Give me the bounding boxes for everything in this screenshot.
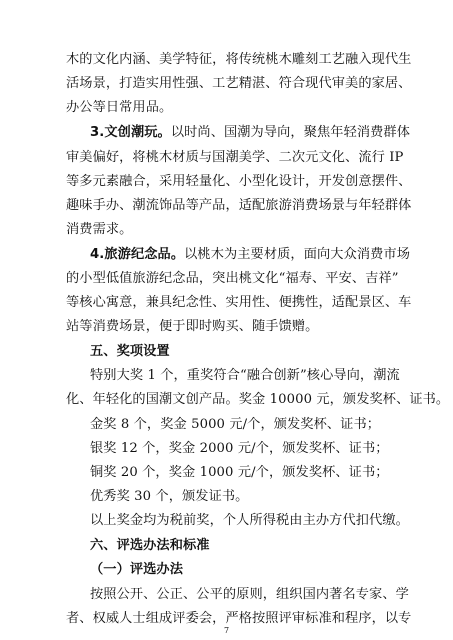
body-line: 化、年轻化的国潮文创产品。奖金 10000 元，颁发奖杯、证书。 bbox=[66, 392, 450, 407]
body-line: 消费需求。 bbox=[66, 222, 133, 237]
paragraph-first-line bbox=[90, 243, 411, 267]
award-gold: 金奖 8 个，奖金 5000 元/个，颁发奖杯、证书； bbox=[90, 417, 381, 432]
body-line: 木的文化内涵、美学特征，将传统桃木雕刻工艺融入现代生 bbox=[66, 52, 412, 67]
section-heading-awards: 五、奖项设置 bbox=[90, 344, 170, 359]
body-line: 等多元素融合，采用轻量化、小型化设计，开发创意摆件、 bbox=[66, 174, 412, 189]
body-line: 站等消费场景，便于即时购买、随手馈赠。 bbox=[66, 319, 319, 334]
body-line: 审美偏好，将桃木材质与国潮美学、二次元文化、流行 IP bbox=[66, 150, 404, 165]
page-number: 7 bbox=[223, 626, 230, 635]
award-silver: 银奖 12 个，奖金 2000 元/个，颁发奖杯、证书； bbox=[90, 441, 389, 456]
item-label-souvenirs: 4.旅游纪念品。 bbox=[90, 247, 185, 262]
body-line: 办公等日常用品。 bbox=[66, 100, 173, 115]
body-line: 等核心寓意，兼具纪念性、实用性、便携性，适配景区、车 bbox=[66, 295, 412, 310]
subsection-heading-method: （一）评选办法 bbox=[90, 562, 184, 577]
body-line: 趣味手办、潮流饰品等产品，适配旅游消费场景与年轻群体 bbox=[66, 198, 412, 213]
body-line: 特别大奖 1 个，重奖符合“融合创新”核心导向，潮流 bbox=[90, 368, 400, 383]
award-excellent: 优秀奖 30 个，颁发证书。 bbox=[90, 489, 249, 504]
award-note: 以上奖金均为税前奖，个人所得税由主办方代扣代缴。 bbox=[90, 513, 409, 528]
body-line: 者、权威人士组成评委会，严格按照评审标准和程序，以专 bbox=[66, 611, 412, 626]
body-line: 按照公开、公正、公平的原则，组织国内著名专家、学 bbox=[90, 587, 409, 602]
body-text: 以桃木为主要材质，面向大众消费市场 bbox=[184, 247, 411, 262]
body-text: 以时尚、国潮为导向，聚焦年轻消费群体 bbox=[170, 125, 411, 140]
body-line: 的小型低值旅游纪念品，突出桃文化“福寿、平安、吉祥” bbox=[66, 271, 399, 286]
section-heading-evaluation: 六、评选办法和标准 bbox=[90, 538, 210, 553]
paragraph-first-line bbox=[90, 121, 411, 145]
award-bronze: 铜奖 20 个，奖金 1000 元/个，颁发奖杯、证书； bbox=[90, 465, 389, 480]
body-line: 活场景，打造实用性强、工艺精湛、符合现代审美的家居、 bbox=[66, 76, 412, 91]
item-label-cultural-toys: 3.文创潮玩。 bbox=[90, 125, 171, 140]
